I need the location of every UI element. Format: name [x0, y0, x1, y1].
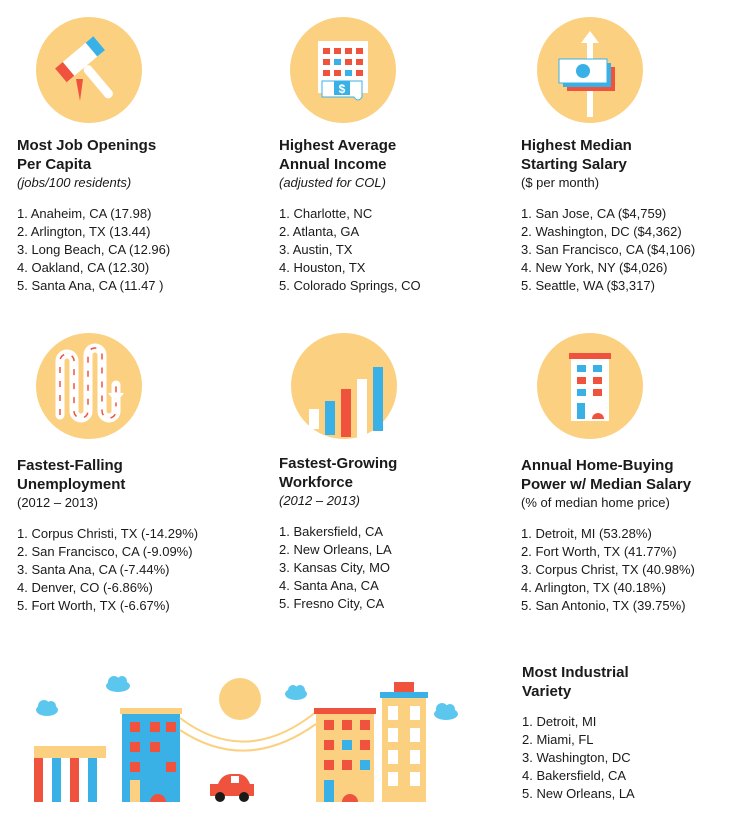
list-item: 4. Denver, CO (-6.86%) — [17, 580, 153, 595]
section-home-buying-power — [521, 456, 733, 615]
list-item: 2. Fort Worth, TX (41.77%) — [521, 544, 677, 559]
list-item: 4. Bakersfield, CA — [522, 768, 627, 783]
calendar-money-icon — [290, 17, 396, 123]
section-subtitle: (2012 – 2013) — [279, 493, 360, 508]
house-building-icon — [537, 333, 643, 439]
section-subtitle: ($ per month) — [521, 175, 600, 190]
section-subtitle: (% of median home price) — [521, 495, 670, 510]
money-arrow-icon — [537, 17, 643, 123]
list-item: 5. Colorado Springs, CO — [279, 278, 421, 293]
ranking-list — [279, 205, 509, 295]
list-item: 2. Miami, FL — [522, 732, 594, 747]
list-item: 5. Seattle, WA ($3,317) — [521, 278, 655, 293]
winding-arrow-icon — [36, 333, 142, 439]
list-item: 4. Houston, TX — [279, 260, 366, 275]
list-item: 3. Long Beach, CA (12.96) — [17, 242, 171, 257]
list-item: 5. Santa Ana, CA (11.47 ) — [17, 278, 164, 293]
section-title: Highest Median Starting Salary — [521, 137, 632, 173]
ranking-list — [279, 523, 509, 613]
list-item: 3. Austin, TX — [279, 242, 353, 257]
gavel-icon — [36, 17, 142, 123]
list-item: 5. San Antonio, TX (39.75%) — [521, 598, 686, 613]
list-item: 1. Detroit, MI (53.28%) — [521, 526, 652, 541]
list-item: 3. Washington, DC — [522, 750, 631, 765]
list-item: 4. Santa Ana, CA — [279, 578, 379, 593]
list-item: 3. Kansas City, MO — [279, 560, 391, 575]
list-item: 4. New York, NY ($4,026) — [521, 260, 668, 275]
list-item: 5. New Orleans, LA — [522, 786, 635, 801]
bar-growth-icon — [291, 333, 397, 439]
list-item: 5. Fort Worth, TX (-6.67%) — [17, 598, 170, 613]
list-item: 1. Anaheim, CA (17.98) — [17, 206, 152, 221]
ranking-list — [17, 205, 247, 295]
list-item: 4. Arlington, TX (40.18%) — [521, 580, 667, 595]
list-item: 1. Detroit, MI — [522, 714, 597, 729]
list-item: 2. Arlington, TX (13.44) — [17, 224, 151, 239]
svg-text:$: $ — [338, 82, 346, 96]
section-subtitle: (jobs/100 residents) — [17, 175, 132, 190]
list-item: 1. Bakersfield, CA — [279, 524, 384, 539]
list-item: 3. San Francisco, CA ($4,106) — [521, 242, 696, 257]
list-item: 2. Washington, DC ($4,362) — [521, 224, 682, 239]
list-item: 5. Fresno City, CA — [279, 596, 385, 611]
ranking-list — [522, 713, 733, 803]
section-falling-unemployment — [17, 456, 247, 615]
section-subtitle: (adjusted for COL) — [279, 175, 386, 190]
ranking-list — [521, 205, 733, 295]
list-item: 2. Atlanta, GA — [279, 224, 360, 239]
section-starting-salary — [521, 136, 733, 295]
section-title: Fastest-Falling Unemployment — [17, 457, 126, 493]
section-title: Most Job Openings Per Capita — [17, 137, 157, 173]
section-title: Highest Average Annual Income — [279, 137, 397, 173]
section-job-openings — [17, 136, 247, 295]
list-item: 2. New Orleans, LA — [279, 542, 392, 557]
list-item: 3. Santa Ana, CA (-7.44%) — [17, 562, 170, 577]
list-item: 3. Corpus Christ, TX (40.98%) — [521, 562, 695, 577]
cityscape-illustration — [26, 672, 466, 802]
ranking-list — [521, 525, 733, 615]
section-title: Annual Home-Buying Power w/ Median Salary — [521, 457, 692, 493]
list-item: 1. Corpus Christi, TX (-14.29%) — [17, 526, 199, 541]
ranking-list — [17, 525, 247, 615]
list-item: 4. Oakland, CA (12.30) — [17, 260, 150, 275]
list-item: 1. San Jose, CA ($4,759) — [521, 206, 667, 221]
section-average-income — [279, 136, 509, 295]
section-title: Most Industrial Variety — [522, 664, 629, 700]
list-item: 2. San Francisco, CA (-9.09%) — [17, 544, 193, 559]
list-item: 1. Charlotte, NC — [279, 206, 373, 221]
section-subtitle: (2012 – 2013) — [17, 495, 98, 510]
section-growing-workforce — [279, 454, 509, 613]
section-industrial-variety — [522, 663, 733, 803]
section-title: Fastest-Growing Workforce — [279, 455, 398, 491]
